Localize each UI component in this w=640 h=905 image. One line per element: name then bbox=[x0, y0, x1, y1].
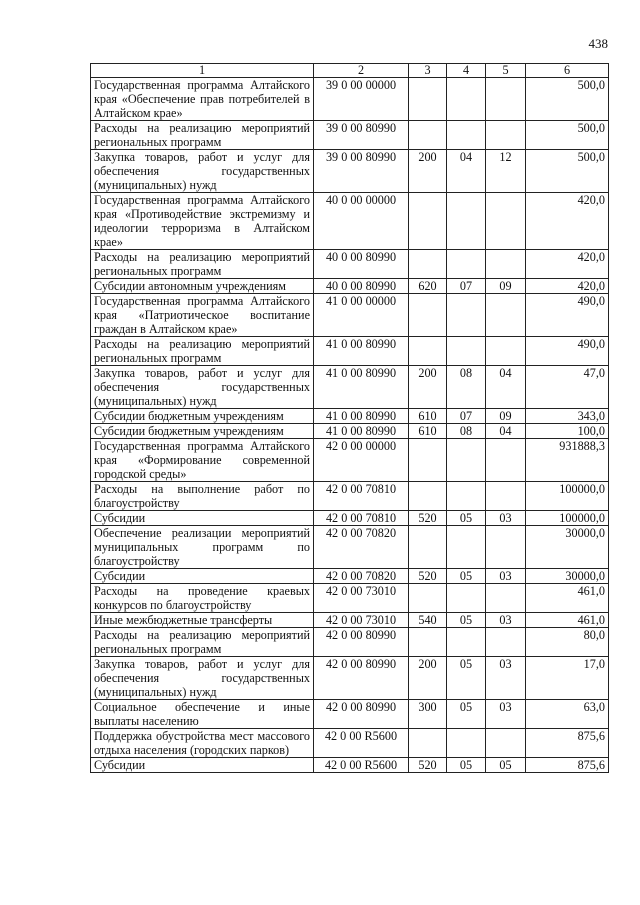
row-name: Социальное обеспечение и иные выплаты населению bbox=[91, 700, 314, 729]
row-amount: 100000,0 bbox=[526, 482, 609, 511]
row-code: 42 0 00 80990 bbox=[314, 700, 409, 729]
row-expense-type bbox=[409, 250, 447, 279]
row-code: 42 0 00 70810 bbox=[314, 482, 409, 511]
row-code: 42 0 00 73010 bbox=[314, 584, 409, 613]
row-section: 07 bbox=[447, 409, 486, 424]
row-code: 40 0 00 80990 bbox=[314, 250, 409, 279]
row-amount: 17,0 bbox=[526, 657, 609, 700]
row-name: Поддержка обустройства мест массового отдыха населения (городских парков) bbox=[91, 729, 314, 758]
row-expense-type bbox=[409, 78, 447, 121]
row-subsection bbox=[486, 729, 526, 758]
row-code: 42 0 00 70810 bbox=[314, 511, 409, 526]
row-expense-type bbox=[409, 584, 447, 613]
row-section: 08 bbox=[447, 424, 486, 439]
row-section bbox=[447, 439, 486, 482]
row-amount: 461,0 bbox=[526, 584, 609, 613]
row-subsection bbox=[486, 439, 526, 482]
row-code: 41 0 00 80990 bbox=[314, 424, 409, 439]
table-row bbox=[91, 409, 609, 424]
row-amount: 343,0 bbox=[526, 409, 609, 424]
table-row bbox=[91, 337, 609, 366]
row-section bbox=[447, 121, 486, 150]
row-subsection bbox=[486, 482, 526, 511]
row-subsection: 05 bbox=[486, 758, 526, 773]
row-name: Субсидии bbox=[91, 758, 314, 773]
row-section bbox=[447, 294, 486, 337]
table-row bbox=[91, 584, 609, 613]
row-name: Субсидии бюджетным учреждениям bbox=[91, 409, 314, 424]
row-code: 41 0 00 80990 bbox=[314, 366, 409, 409]
row-section: 05 bbox=[447, 613, 486, 628]
row-amount: 875,6 bbox=[526, 729, 609, 758]
row-code: 39 0 00 00000 bbox=[314, 78, 409, 121]
table-row bbox=[91, 250, 609, 279]
row-amount: 875,6 bbox=[526, 758, 609, 773]
row-expense-type bbox=[409, 729, 447, 758]
row-subsection: 03 bbox=[486, 511, 526, 526]
row-section bbox=[447, 584, 486, 613]
row-expense-type: 520 bbox=[409, 569, 447, 584]
table-row bbox=[91, 729, 609, 758]
table-row bbox=[91, 193, 609, 250]
row-amount: 100,0 bbox=[526, 424, 609, 439]
table-row bbox=[91, 78, 609, 121]
table-row bbox=[91, 150, 609, 193]
row-expense-type: 200 bbox=[409, 366, 447, 409]
budget-table bbox=[90, 63, 609, 773]
row-expense-type: 620 bbox=[409, 279, 447, 294]
row-section bbox=[447, 526, 486, 569]
row-code: 39 0 00 80990 bbox=[314, 121, 409, 150]
row-subsection bbox=[486, 628, 526, 657]
row-subsection: 09 bbox=[486, 409, 526, 424]
row-expense-type bbox=[409, 439, 447, 482]
row-code: 40 0 00 00000 bbox=[314, 193, 409, 250]
row-amount: 500,0 bbox=[526, 121, 609, 150]
row-section: 04 bbox=[447, 150, 486, 193]
row-expense-type: 520 bbox=[409, 511, 447, 526]
row-section bbox=[447, 482, 486, 511]
row-code: 42 0 00 00000 bbox=[314, 439, 409, 482]
row-expense-type bbox=[409, 121, 447, 150]
row-name: Государственная программа Алтайского края «Патриотическое воспитание граждан в Алтайском крае» bbox=[91, 294, 314, 337]
row-name: Обеспечение реализации мероприятий муниципальных программ по благоустройству bbox=[91, 526, 314, 569]
row-name: Государственная программа Алтайского края «Формирование современной городской среды» bbox=[91, 439, 314, 482]
row-amount: 420,0 bbox=[526, 250, 609, 279]
table-row bbox=[91, 279, 609, 294]
row-amount: 500,0 bbox=[526, 150, 609, 193]
row-expense-type: 200 bbox=[409, 657, 447, 700]
table-row bbox=[91, 511, 609, 526]
row-subsection bbox=[486, 78, 526, 121]
table-row bbox=[91, 613, 609, 628]
row-amount: 490,0 bbox=[526, 337, 609, 366]
header-cell-3: 3 bbox=[409, 64, 447, 78]
row-name: Расходы на проведение краевых конкурсов по благоустройству bbox=[91, 584, 314, 613]
row-amount: 420,0 bbox=[526, 279, 609, 294]
row-name: Иные межбюджетные трансферты bbox=[91, 613, 314, 628]
row-code: 42 0 00 70820 bbox=[314, 526, 409, 569]
row-subsection: 03 bbox=[486, 700, 526, 729]
row-expense-type: 200 bbox=[409, 150, 447, 193]
row-code: 42 0 00 70820 bbox=[314, 569, 409, 584]
row-subsection bbox=[486, 294, 526, 337]
row-name: Закупка товаров, работ и услуг для обеспечения государственных (муниципальных) нужд bbox=[91, 657, 314, 700]
row-section bbox=[447, 729, 486, 758]
header-cell-5: 5 bbox=[486, 64, 526, 78]
row-code: 41 0 00 00000 bbox=[314, 294, 409, 337]
row-subsection: 04 bbox=[486, 366, 526, 409]
row-subsection bbox=[486, 250, 526, 279]
table-row bbox=[91, 482, 609, 511]
row-expense-type: 300 bbox=[409, 700, 447, 729]
row-amount: 30000,0 bbox=[526, 526, 609, 569]
row-name: Государственная программа Алтайского края «Противодействие экстремизму и идеологии терроризма в Алтайском крае» bbox=[91, 193, 314, 250]
row-expense-type: 520 bbox=[409, 758, 447, 773]
row-section: 05 bbox=[447, 700, 486, 729]
row-name: Расходы на реализацию мероприятий региональных программ bbox=[91, 628, 314, 657]
row-name: Расходы на выполнение работ по благоустройству bbox=[91, 482, 314, 511]
header-cell-6: 6 bbox=[526, 64, 609, 78]
row-amount: 500,0 bbox=[526, 78, 609, 121]
row-expense-type bbox=[409, 526, 447, 569]
row-amount: 63,0 bbox=[526, 700, 609, 729]
row-subsection: 03 bbox=[486, 613, 526, 628]
row-name: Субсидии бюджетным учреждениям bbox=[91, 424, 314, 439]
table-row bbox=[91, 569, 609, 584]
row-expense-type bbox=[409, 193, 447, 250]
row-subsection bbox=[486, 526, 526, 569]
row-section bbox=[447, 78, 486, 121]
table-header-row bbox=[91, 64, 609, 78]
table-body bbox=[91, 78, 609, 773]
row-subsection: 03 bbox=[486, 569, 526, 584]
table-row bbox=[91, 424, 609, 439]
row-section bbox=[447, 250, 486, 279]
row-expense-type bbox=[409, 294, 447, 337]
table-row bbox=[91, 294, 609, 337]
row-subsection: 04 bbox=[486, 424, 526, 439]
table-row bbox=[91, 657, 609, 700]
header-cell-4: 4 bbox=[447, 64, 486, 78]
row-section bbox=[447, 337, 486, 366]
row-amount: 461,0 bbox=[526, 613, 609, 628]
row-section: 08 bbox=[447, 366, 486, 409]
row-name: Закупка товаров, работ и услуг для обеспечения государственных (муниципальных) нужд bbox=[91, 150, 314, 193]
row-name: Расходы на реализацию мероприятий региональных программ bbox=[91, 250, 314, 279]
row-section: 05 bbox=[447, 569, 486, 584]
row-subsection: 12 bbox=[486, 150, 526, 193]
row-section: 05 bbox=[447, 657, 486, 700]
row-code: 41 0 00 80990 bbox=[314, 337, 409, 366]
row-amount: 931888,3 bbox=[526, 439, 609, 482]
row-amount: 490,0 bbox=[526, 294, 609, 337]
row-expense-type: 540 bbox=[409, 613, 447, 628]
row-name: Расходы на реализацию мероприятий региональных программ bbox=[91, 337, 314, 366]
row-subsection: 09 bbox=[486, 279, 526, 294]
row-code: 39 0 00 80990 bbox=[314, 150, 409, 193]
row-name: Субсидии bbox=[91, 569, 314, 584]
table-row bbox=[91, 366, 609, 409]
table-row bbox=[91, 628, 609, 657]
row-code: 42 0 00 73010 bbox=[314, 613, 409, 628]
row-section bbox=[447, 628, 486, 657]
table-row bbox=[91, 526, 609, 569]
header-cell-1: 1 bbox=[91, 64, 314, 78]
row-amount: 30000,0 bbox=[526, 569, 609, 584]
row-expense-type bbox=[409, 337, 447, 366]
row-code: 41 0 00 80990 bbox=[314, 409, 409, 424]
row-subsection: 03 bbox=[486, 657, 526, 700]
table-row bbox=[91, 700, 609, 729]
table-row bbox=[91, 439, 609, 482]
table-row bbox=[91, 121, 609, 150]
row-name: Закупка товаров, работ и услуг для обеспечения государственных (муниципальных) нужд bbox=[91, 366, 314, 409]
row-subsection bbox=[486, 121, 526, 150]
row-name: Субсидии автономным учреждениям bbox=[91, 279, 314, 294]
row-code: 42 0 00 R5600 bbox=[314, 729, 409, 758]
row-code: 40 0 00 80990 bbox=[314, 279, 409, 294]
row-amount: 80,0 bbox=[526, 628, 609, 657]
row-subsection bbox=[486, 584, 526, 613]
row-section bbox=[447, 193, 486, 250]
row-subsection bbox=[486, 337, 526, 366]
row-amount: 420,0 bbox=[526, 193, 609, 250]
row-name: Расходы на реализацию мероприятий региональных программ bbox=[91, 121, 314, 150]
row-section: 05 bbox=[447, 758, 486, 773]
header-cell-2: 2 bbox=[314, 64, 409, 78]
row-expense-type: 610 bbox=[409, 409, 447, 424]
row-code: 42 0 00 80990 bbox=[314, 628, 409, 657]
row-amount: 47,0 bbox=[526, 366, 609, 409]
row-code: 42 0 00 80990 bbox=[314, 657, 409, 700]
row-expense-type: 610 bbox=[409, 424, 447, 439]
row-expense-type bbox=[409, 628, 447, 657]
row-name: Государственная программа Алтайского края «Обеспечение прав потребителей в Алтайском крае» bbox=[91, 78, 314, 121]
row-amount: 100000,0 bbox=[526, 511, 609, 526]
row-name: Субсидии bbox=[91, 511, 314, 526]
row-expense-type bbox=[409, 482, 447, 511]
row-section: 07 bbox=[447, 279, 486, 294]
row-section: 05 bbox=[447, 511, 486, 526]
row-code: 42 0 00 R5600 bbox=[314, 758, 409, 773]
page-number: 438 bbox=[588, 36, 608, 51]
table-row bbox=[91, 758, 609, 773]
row-subsection bbox=[486, 193, 526, 250]
